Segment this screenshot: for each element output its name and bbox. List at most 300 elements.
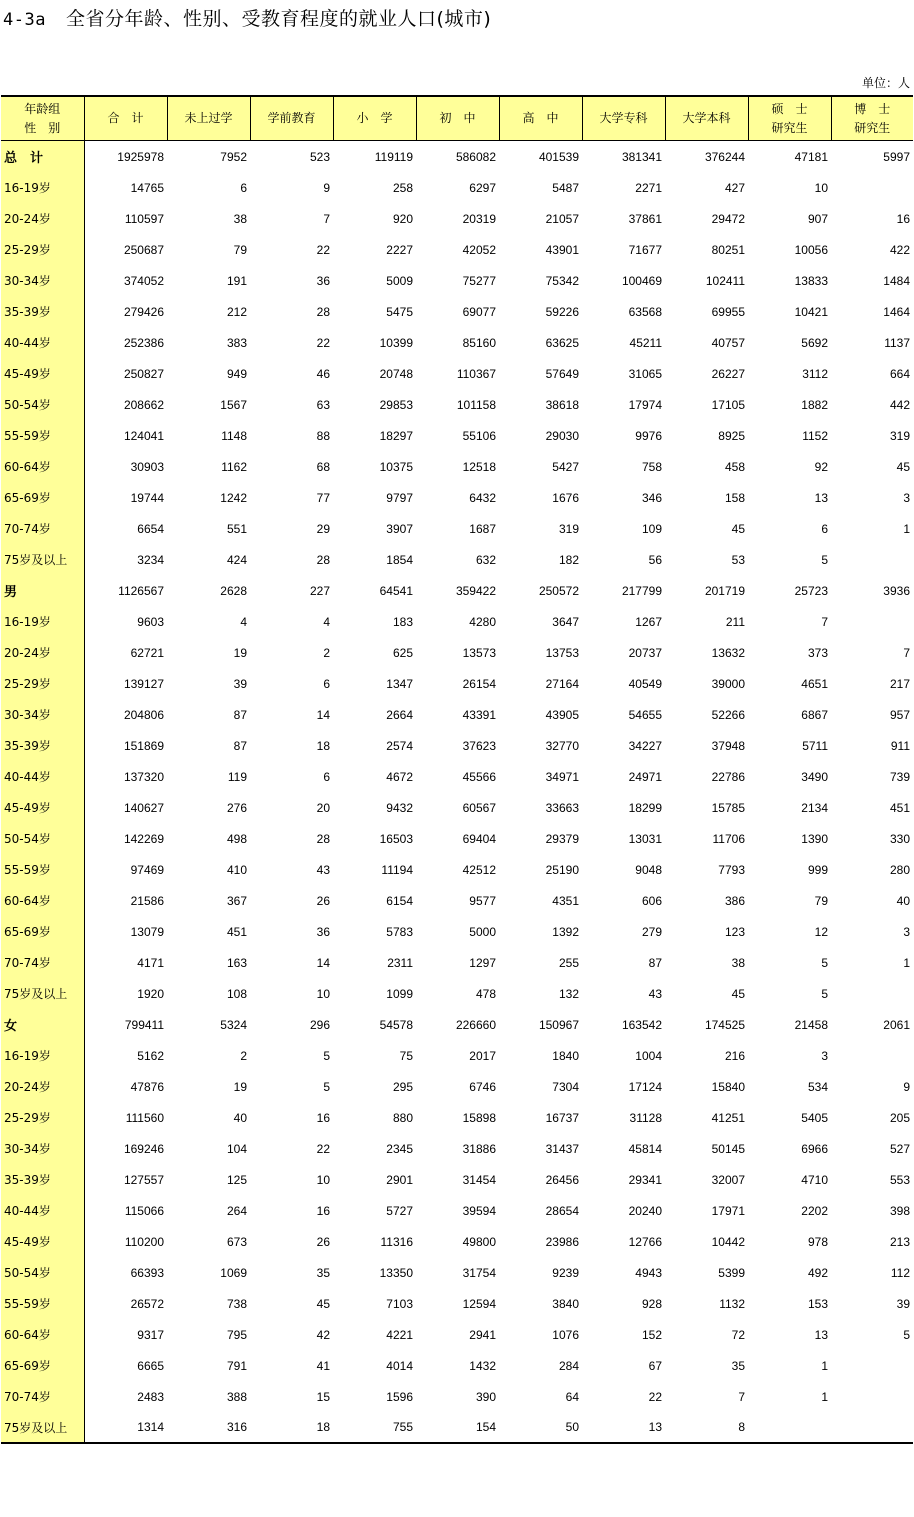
row-label: 35-39岁: [1, 730, 84, 761]
table-cell: 1004: [635, 1048, 662, 1063]
table-cell: 11194: [381, 862, 413, 877]
table-cell: 5475: [386, 304, 413, 319]
table-cell: 258: [392, 180, 413, 195]
table-cell: 19: [233, 1079, 247, 1094]
table-cell: 398: [889, 1203, 910, 1218]
table-row: [1, 1102, 913, 1133]
table-cell: 10: [814, 180, 828, 195]
table-cell: 25190: [545, 862, 579, 877]
table-cell: 755: [333, 1412, 416, 1443]
table-cell: 92: [814, 459, 828, 474]
table-cell: 2271: [635, 180, 662, 195]
row-label: 60-64岁: [1, 1319, 84, 1350]
table-cell: 2227: [386, 242, 413, 257]
table-cell: [831, 1040, 913, 1071]
table-cell: 38: [233, 211, 247, 226]
table-cell: 15898: [462, 1110, 496, 1125]
table-cell: 1392: [552, 924, 579, 939]
column-header-line1: 博 士: [854, 101, 891, 116]
column-header-line2: 研究生: [854, 120, 891, 135]
table-cell: 957: [889, 707, 910, 722]
table-cell: 19: [233, 645, 247, 660]
table-cell: 47876: [130, 1079, 164, 1094]
column-header-line1: 初 中: [439, 111, 476, 125]
table-row: [1, 389, 913, 420]
table-row: [1, 854, 913, 885]
table-cell: 13573: [462, 645, 496, 660]
table-cell: 110200: [124, 1234, 164, 1249]
table-cell: 154: [416, 1412, 499, 1443]
table-cell: 10056: [794, 242, 828, 257]
table-cell: 26154: [462, 676, 496, 691]
table-cell: 664: [889, 366, 910, 381]
table-row: [1, 699, 913, 730]
table-cell: 4943: [635, 1265, 662, 1280]
table-cell: 276: [226, 800, 247, 815]
table-cell: 63625: [545, 335, 579, 350]
table-cell: 45: [316, 1296, 330, 1311]
table-cell: 330: [889, 831, 910, 846]
column-header: [250, 96, 333, 141]
table-cell: 1464: [883, 304, 910, 319]
table-cell: 19744: [130, 490, 164, 505]
table-row: [1, 1195, 913, 1226]
table-cell: 39594: [462, 1203, 496, 1218]
table-cell: 2483: [137, 1389, 164, 1404]
row-label: 总 计: [1, 141, 84, 173]
table-cell: 1297: [469, 955, 496, 970]
table-cell: 21458: [794, 1017, 828, 1032]
table-row: [1, 947, 913, 978]
table-cell: 2901: [386, 1172, 413, 1187]
table-cell: 250572: [538, 583, 579, 598]
table-cell: 442: [889, 397, 910, 412]
table-cell: 23986: [545, 1234, 579, 1249]
table-cell: 795: [226, 1327, 247, 1342]
table-cell: 5324: [220, 1017, 247, 1032]
table-cell: 142269: [123, 831, 164, 846]
table-cell: 43905: [545, 707, 579, 722]
table-cell: 18: [316, 738, 330, 753]
table-cell: 87: [233, 707, 247, 722]
table-cell: 56: [648, 552, 662, 567]
table-cell: 2061: [883, 1017, 910, 1032]
table-cell: 72: [731, 1327, 745, 1342]
table-cell: 6: [240, 180, 247, 195]
table-cell: 5399: [718, 1265, 745, 1280]
table-cell: 101158: [456, 397, 496, 412]
table-cell: 67: [648, 1358, 662, 1373]
column-header-line1: 小 学: [356, 111, 393, 125]
group-total-row: [1, 1009, 913, 1040]
table-cell: 79: [233, 242, 247, 257]
table-row: [1, 1164, 913, 1195]
table-cell: 279: [641, 924, 662, 939]
table-cell: 124041: [123, 428, 164, 443]
table-cell: 3936: [883, 583, 910, 598]
table-cell: 739: [889, 769, 910, 784]
table-cell: 390: [475, 1389, 496, 1404]
table-cell: 46: [316, 366, 330, 381]
table-cell: 1148: [221, 428, 247, 443]
row-label: 20-24岁: [1, 1071, 84, 1102]
table-cell: 212: [226, 304, 247, 319]
row-label: 65-69岁: [1, 1350, 84, 1381]
row-label: 16-19岁: [1, 172, 84, 203]
column-header: [831, 96, 913, 141]
column-header: [416, 96, 499, 141]
table-cell: 383: [226, 335, 247, 350]
table-cell: 11316: [380, 1234, 413, 1249]
table-cell: 40: [896, 893, 910, 908]
table-cell: 5727: [386, 1203, 413, 1218]
table-cell: 43: [648, 986, 662, 1001]
table-cell: 52266: [711, 707, 745, 722]
group-total-row: [1, 575, 913, 606]
table-cell: 18299: [628, 800, 662, 815]
table-cell: 2574: [386, 738, 413, 753]
table-row: [1, 265, 913, 296]
table-cell: 9432: [386, 800, 413, 815]
row-label: 45-49岁: [1, 792, 84, 823]
table-cell: 110367: [456, 366, 496, 381]
table-cell: 39: [896, 1296, 910, 1311]
table-cell: 3490: [801, 769, 828, 784]
table-cell: 26456: [545, 1172, 579, 1187]
table-cell: 13833: [794, 273, 828, 288]
row-label: 70-74岁: [1, 513, 84, 544]
table-cell: 1920: [137, 986, 164, 1001]
table-cell: 108: [226, 986, 247, 1001]
table-cell: 791: [226, 1358, 247, 1373]
table-cell: 6: [323, 676, 330, 691]
table-cell: [831, 1412, 913, 1443]
table-cell: 5405: [801, 1110, 828, 1125]
table-cell: 45: [731, 521, 745, 536]
row-label: 20-24岁: [1, 637, 84, 668]
table-cell: 64: [565, 1389, 579, 1404]
table-cell: 140627: [123, 800, 164, 815]
table-cell: 80251: [711, 242, 745, 257]
table-cell: 10: [316, 986, 330, 1001]
stub-header: [1, 96, 84, 141]
row-label: 25-29岁: [1, 668, 84, 699]
table-cell: 16503: [379, 831, 413, 846]
table-cell: 31886: [462, 1141, 496, 1156]
table-cell: 26: [316, 893, 330, 908]
table-cell: 17124: [628, 1079, 662, 1094]
table-cell: 13: [814, 490, 828, 505]
table-cell: 6867: [801, 707, 828, 722]
table-cell: 9239: [552, 1265, 579, 1280]
row-label: 16-19岁: [1, 1040, 84, 1071]
table-cell: 367: [226, 893, 247, 908]
column-header-line1: 合 计: [107, 111, 144, 125]
table-cell: 7: [738, 1389, 745, 1404]
table-cell: 132: [558, 986, 579, 1001]
table-body: [1, 141, 913, 1444]
table-cell: 6746: [469, 1079, 496, 1094]
table-cell: 11706: [712, 831, 745, 846]
table-cell: 151869: [123, 738, 164, 753]
table-cell: 26227: [711, 366, 745, 381]
table-cell: 280: [889, 862, 910, 877]
table-cell: 63568: [628, 304, 662, 319]
table-cell: 907: [807, 211, 828, 226]
table-cell: [748, 1412, 831, 1443]
row-label: 25-29岁: [1, 234, 84, 265]
table-cell: 17971: [711, 1203, 745, 1218]
table-cell: 949: [226, 366, 247, 381]
table-cell: 28: [316, 304, 330, 319]
table-cell: 12518: [462, 459, 496, 474]
table-cell: 14765: [130, 180, 164, 195]
table-cell: 9797: [386, 490, 413, 505]
table-cell: 5162: [137, 1048, 164, 1063]
table-cell: 18297: [379, 428, 413, 443]
table-cell: 4651: [801, 676, 828, 691]
table-row: [1, 668, 913, 699]
table-cell: 22: [316, 242, 330, 257]
row-label: 45-49岁: [1, 1226, 84, 1257]
table-cell: 13: [582, 1412, 665, 1443]
table-cell: 69955: [711, 304, 745, 319]
table-cell: 71677: [628, 242, 662, 257]
table-cell: 29379: [545, 831, 579, 846]
row-label: 55-59岁: [1, 1288, 84, 1319]
table-cell: 527: [889, 1141, 910, 1156]
table-cell: 9: [903, 1079, 910, 1094]
row-label: 男: [1, 575, 84, 606]
table-cell: 29341: [628, 1172, 662, 1187]
table-cell: 9976: [635, 428, 662, 443]
table-cell: 978: [807, 1234, 828, 1249]
table-cell: 8925: [718, 428, 745, 443]
table-cell: 45: [896, 459, 910, 474]
table-cell: 2345: [386, 1141, 413, 1156]
table-cell: 7103: [386, 1296, 413, 1311]
table-row: [1, 296, 913, 327]
table-cell: [831, 544, 913, 575]
table-cell: 42512: [462, 862, 496, 877]
column-header-line1: 高 中: [522, 111, 559, 125]
stub-header-line2: 性 别: [24, 120, 61, 135]
table-cell: 3840: [552, 1296, 579, 1311]
row-label: 35-39岁: [1, 1164, 84, 1195]
table-cell: 296: [309, 1017, 330, 1032]
table-cell: 16: [316, 1203, 330, 1218]
table-cell: 1882: [801, 397, 828, 412]
table-cell: 31437: [545, 1141, 579, 1156]
table-cell: 226660: [455, 1017, 496, 1032]
column-header-line1: 大学专科: [599, 111, 648, 125]
table-cell: 374052: [123, 273, 164, 288]
table-cell: 152: [641, 1327, 662, 1342]
table-cell: 5009: [386, 273, 413, 288]
table-cell: 13350: [379, 1265, 413, 1280]
table-row: [1, 761, 913, 792]
table-cell: 264: [226, 1203, 247, 1218]
table-cell: 75: [399, 1048, 413, 1063]
table-cell: 1840: [552, 1048, 579, 1063]
table-cell: 386: [724, 893, 745, 908]
table-cell: 37623: [462, 738, 496, 753]
table-cell: 284: [558, 1358, 579, 1373]
table-cell: 492: [807, 1265, 828, 1280]
column-header-line1: 学前教育: [267, 111, 316, 125]
column-header: [582, 96, 665, 141]
table-cell: 112: [890, 1265, 910, 1280]
table-cell: 15840: [711, 1079, 745, 1094]
row-label: 16-19岁: [1, 606, 84, 637]
column-header: [499, 96, 582, 141]
table-row: [1, 451, 913, 482]
table-cell: 85160: [462, 335, 496, 350]
table-cell: 39000: [711, 676, 745, 691]
table-cell: 33663: [545, 800, 579, 815]
table-cell: 22: [316, 335, 330, 350]
table-cell: 16737: [545, 1110, 579, 1125]
table-row: [1, 637, 913, 668]
table-cell: 911: [890, 738, 910, 753]
table-cell: 41: [316, 1358, 330, 1373]
table-cell: 42: [316, 1327, 330, 1342]
table-cell: 410: [226, 862, 247, 877]
table-cell: 6: [821, 521, 828, 536]
table-cell: 50: [499, 1412, 582, 1443]
table-cell: 1432: [469, 1358, 496, 1373]
table-cell: 16: [316, 1110, 330, 1125]
table-cell: 8: [665, 1412, 748, 1443]
table-cell: 5: [821, 955, 828, 970]
table-cell: 7: [903, 645, 910, 660]
table-cell: 16: [896, 211, 910, 226]
table-cell: 5: [821, 986, 828, 1001]
table-row: [1, 1412, 913, 1443]
table-title: 全省分年龄、性别、受教育程度的就业人口(城市): [65, 8, 492, 30]
table-cell: [831, 1381, 913, 1412]
table-cell: 7: [323, 211, 330, 226]
table-cell: 13632: [711, 645, 745, 660]
table-cell: 35: [316, 1265, 330, 1280]
row-label: 30-34岁: [1, 265, 84, 296]
column-header: [665, 96, 748, 141]
table-cell: 7304: [552, 1079, 579, 1094]
column-header-line2: 研究生: [771, 120, 808, 135]
row-label: 60-64岁: [1, 451, 84, 482]
table-cell: 6154: [386, 893, 413, 908]
column-header-line1: 大学本科: [682, 111, 731, 125]
table-row: [1, 1071, 913, 1102]
row-label: 55-59岁: [1, 420, 84, 451]
table-cell: 10421: [794, 304, 828, 319]
table-cell: 920: [392, 211, 413, 226]
table-cell: 1484: [883, 273, 910, 288]
table-cell: 169246: [123, 1141, 164, 1156]
table-cell: 1126567: [118, 583, 164, 598]
table-cell: 9317: [137, 1327, 164, 1342]
row-label: 35-39岁: [1, 296, 84, 327]
table-cell: 3907: [386, 521, 413, 536]
table-cell: 110597: [124, 211, 164, 226]
table-cell: 37948: [711, 738, 745, 753]
header-row: [1, 96, 913, 141]
row-label: 50-54岁: [1, 1257, 84, 1288]
table-cell: 158: [724, 490, 745, 505]
table-cell: 36: [316, 924, 330, 939]
column-header-line1: 硕 士: [771, 101, 808, 116]
table-cell: 119: [227, 769, 247, 784]
table-cell: 18: [250, 1412, 333, 1443]
table-cell: 10375: [379, 459, 413, 474]
table-cell: 63: [316, 397, 330, 412]
table-cell: 45: [731, 986, 745, 1001]
table-row: [1, 1288, 913, 1319]
table-cell: 5: [903, 1327, 910, 1342]
table-cell: 17105: [711, 397, 745, 412]
row-label: 20-24岁: [1, 203, 84, 234]
table-cell: 250827: [123, 366, 164, 381]
table-cell: 4171: [137, 955, 164, 970]
table-cell: 523: [309, 149, 330, 164]
table-cell: 1596: [386, 1389, 413, 1404]
table-cell: 125: [226, 1172, 247, 1187]
table-cell: 738: [226, 1296, 247, 1311]
table-cell: 216: [724, 1048, 745, 1063]
table-cell: 17974: [628, 397, 662, 412]
table-cell: 14: [316, 955, 330, 970]
table-cell: 163542: [621, 1017, 662, 1032]
table-cell: 20240: [628, 1203, 662, 1218]
table-cell: 38: [731, 955, 745, 970]
table-cell: 3112: [802, 366, 828, 381]
table-cell: 29472: [711, 211, 745, 226]
table-cell: 47181: [794, 149, 828, 164]
table-cell: 319: [889, 428, 910, 443]
table-cell: 34227: [628, 738, 662, 753]
table-cell: 153: [807, 1296, 828, 1311]
employment-table: [1, 95, 913, 1444]
table-cell: 12594: [462, 1296, 496, 1311]
table-cell: 999: [807, 862, 828, 877]
table-cell: 5692: [801, 335, 828, 350]
row-label: 75岁及以上: [1, 1412, 84, 1443]
table-row: [1, 544, 913, 575]
table-cell: 77: [316, 490, 330, 505]
table-cell: 586082: [455, 149, 496, 164]
table-cell: 104: [226, 1141, 247, 1156]
table-cell: 5997: [883, 149, 910, 164]
table-cell: 2628: [220, 583, 247, 598]
table-row: [1, 730, 913, 761]
table-cell: 191: [226, 273, 247, 288]
table-cell: 22: [316, 1141, 330, 1156]
table-cell: 10: [316, 1172, 330, 1187]
table-row: [1, 358, 913, 389]
table-cell: [831, 606, 913, 637]
row-label: 女: [1, 1009, 84, 1040]
table-cell: 45211: [629, 335, 662, 350]
table-row: [1, 203, 913, 234]
table-row: [1, 172, 913, 203]
row-label: 60-64岁: [1, 885, 84, 916]
table-cell: 2202: [801, 1203, 828, 1218]
table-cell: 9577: [469, 893, 496, 908]
table-cell: 632: [475, 552, 496, 567]
table-cell: 100469: [621, 273, 662, 288]
table-row: [1, 482, 913, 513]
table-cell: 21586: [130, 893, 164, 908]
